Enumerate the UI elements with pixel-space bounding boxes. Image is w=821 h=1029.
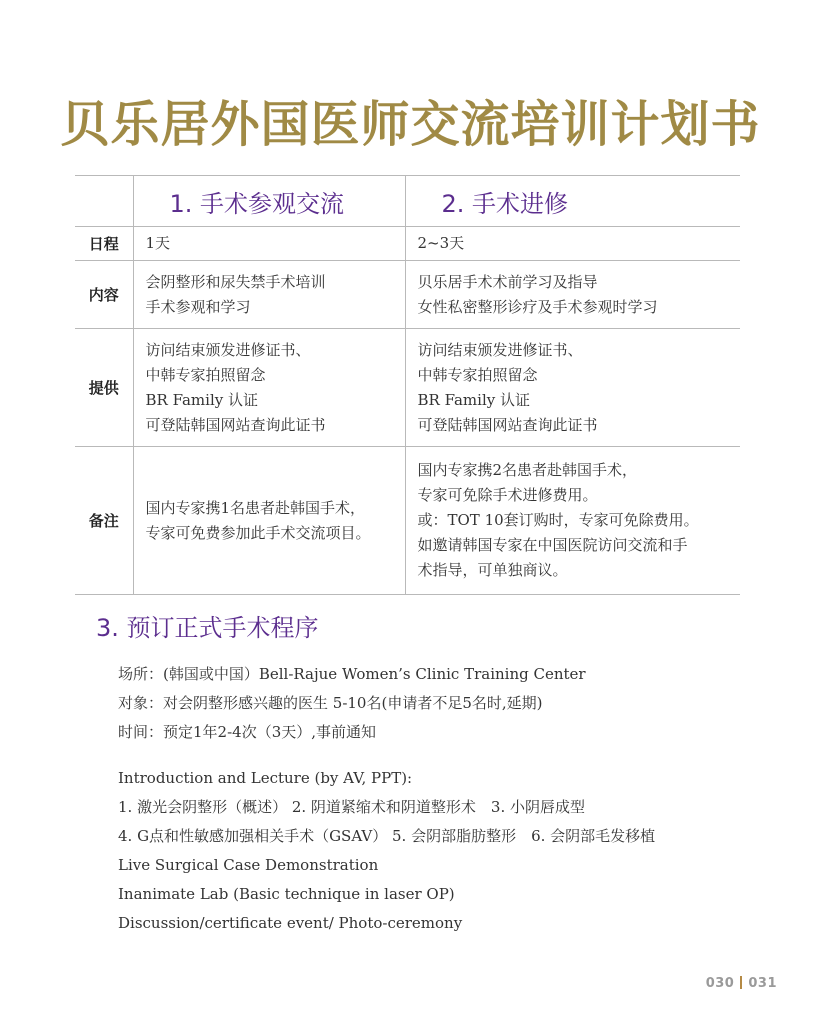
page-title: 贝乐居外国医师交流培训计划书	[60, 96, 761, 153]
program-line: Discussion/certificate event/ Photo-ceremony	[118, 914, 463, 932]
table-row-content	[75, 261, 740, 329]
table-row-notes	[75, 447, 740, 595]
cell-line: 1天	[145, 234, 171, 252]
page-number-left: 030	[705, 976, 735, 991]
provide-training-cell	[405, 329, 740, 447]
row-label-notes: 备注	[75, 447, 133, 595]
cell-line: 中韩专家拍照留念	[145, 365, 266, 384]
cell-line: 专家可免费参加此手术交流项目。	[145, 523, 371, 542]
table-row-provide	[75, 329, 740, 447]
page-number-divider	[740, 976, 742, 989]
column-header-training: 2. 手术进修	[405, 176, 740, 227]
cell-line: 可登陆韩国网站查询此证书	[417, 415, 598, 434]
provide-visit-cell	[133, 329, 405, 447]
cell-line: 2~3天	[417, 234, 465, 252]
row-label-provide: 提供	[75, 329, 133, 447]
cell-line: 会阴整形和尿失禁手术培训	[145, 272, 326, 291]
page-number-right: 031	[748, 976, 777, 991]
column-header-visit: 1. 手术参观交流	[133, 176, 405, 227]
content-visit-cell	[133, 261, 405, 329]
cell-line: 访问结束颁发进修证书、	[145, 340, 311, 359]
program-line: Inanimate Lab (Basic technique in laser OP)	[118, 885, 455, 903]
row-label-schedule: 日程	[75, 227, 133, 261]
section-3-info	[118, 660, 586, 747]
cell-line: 访问结束颁发进修证书、	[417, 340, 583, 359]
program-line: 4. G点和性敏感加强相关手术（GSAV） 5. 会阴部脂肪整形 6. 会阴部毛发移植	[118, 827, 656, 845]
cell-line: 可登陆韩国网站查询此证书	[145, 415, 326, 434]
cell-line: 术指导，可单独商议。	[417, 561, 568, 579]
section-3-program	[118, 764, 655, 938]
section-3-heading: 3. 预订正式手术程序	[96, 614, 319, 642]
cell-line: 国内专家携2名患者赴韩国手术，	[417, 461, 638, 479]
notes-training-cell	[405, 447, 740, 595]
row-label-content: 内容	[75, 261, 133, 329]
cell-line: BR Family 认证	[145, 390, 258, 409]
info-target: 对象：对会阴整形感兴趣的医生 5-10名(申请者不足5名时,延期)	[118, 694, 543, 712]
notes-visit-cell	[133, 447, 405, 595]
cell-line: 女性私密整形诊疗及手术参观时学习	[417, 297, 658, 316]
cell-line: 中韩专家拍照留念	[417, 365, 538, 384]
info-time: 时间：预定1年2-4次（3天）,事前通知	[118, 723, 377, 741]
program-line: Live Surgical Case Demonstration	[118, 856, 379, 874]
cell-line: 国内专家携1名患者赴韩国手术，	[145, 498, 366, 517]
table-row-schedule	[75, 227, 740, 261]
cell-line: 专家可免除手术进修费用。	[417, 486, 598, 504]
content-training-cell	[405, 261, 740, 329]
cell-line: 手术参观和学习	[145, 297, 251, 316]
cell-line: 或：TOT 10套订购时，专家可免除费用。	[417, 511, 699, 529]
cell-line: BR Family 认证	[417, 390, 530, 409]
header-empty-cell	[75, 176, 133, 227]
page-numbers	[706, 976, 777, 991]
program-line: Introduction and Lecture (by AV, PPT):	[118, 769, 413, 787]
program-line: 1. 激光会阴整形（概述） 2. 阴道紧缩术和阴道整形术 3. 小阴唇成型	[118, 798, 586, 816]
plan-table	[75, 175, 740, 595]
cell-line: 如邀请韩国专家在中国医院访问交流和手	[417, 536, 688, 554]
schedule-training-cell	[405, 227, 740, 261]
table-header-row	[75, 176, 740, 227]
info-location: 场所：(韩国或中国）Bell-Rajue Women’s Clinic Training Center	[118, 665, 586, 683]
schedule-visit-cell	[133, 227, 405, 261]
cell-line: 贝乐居手术术前学习及指导	[417, 272, 598, 291]
